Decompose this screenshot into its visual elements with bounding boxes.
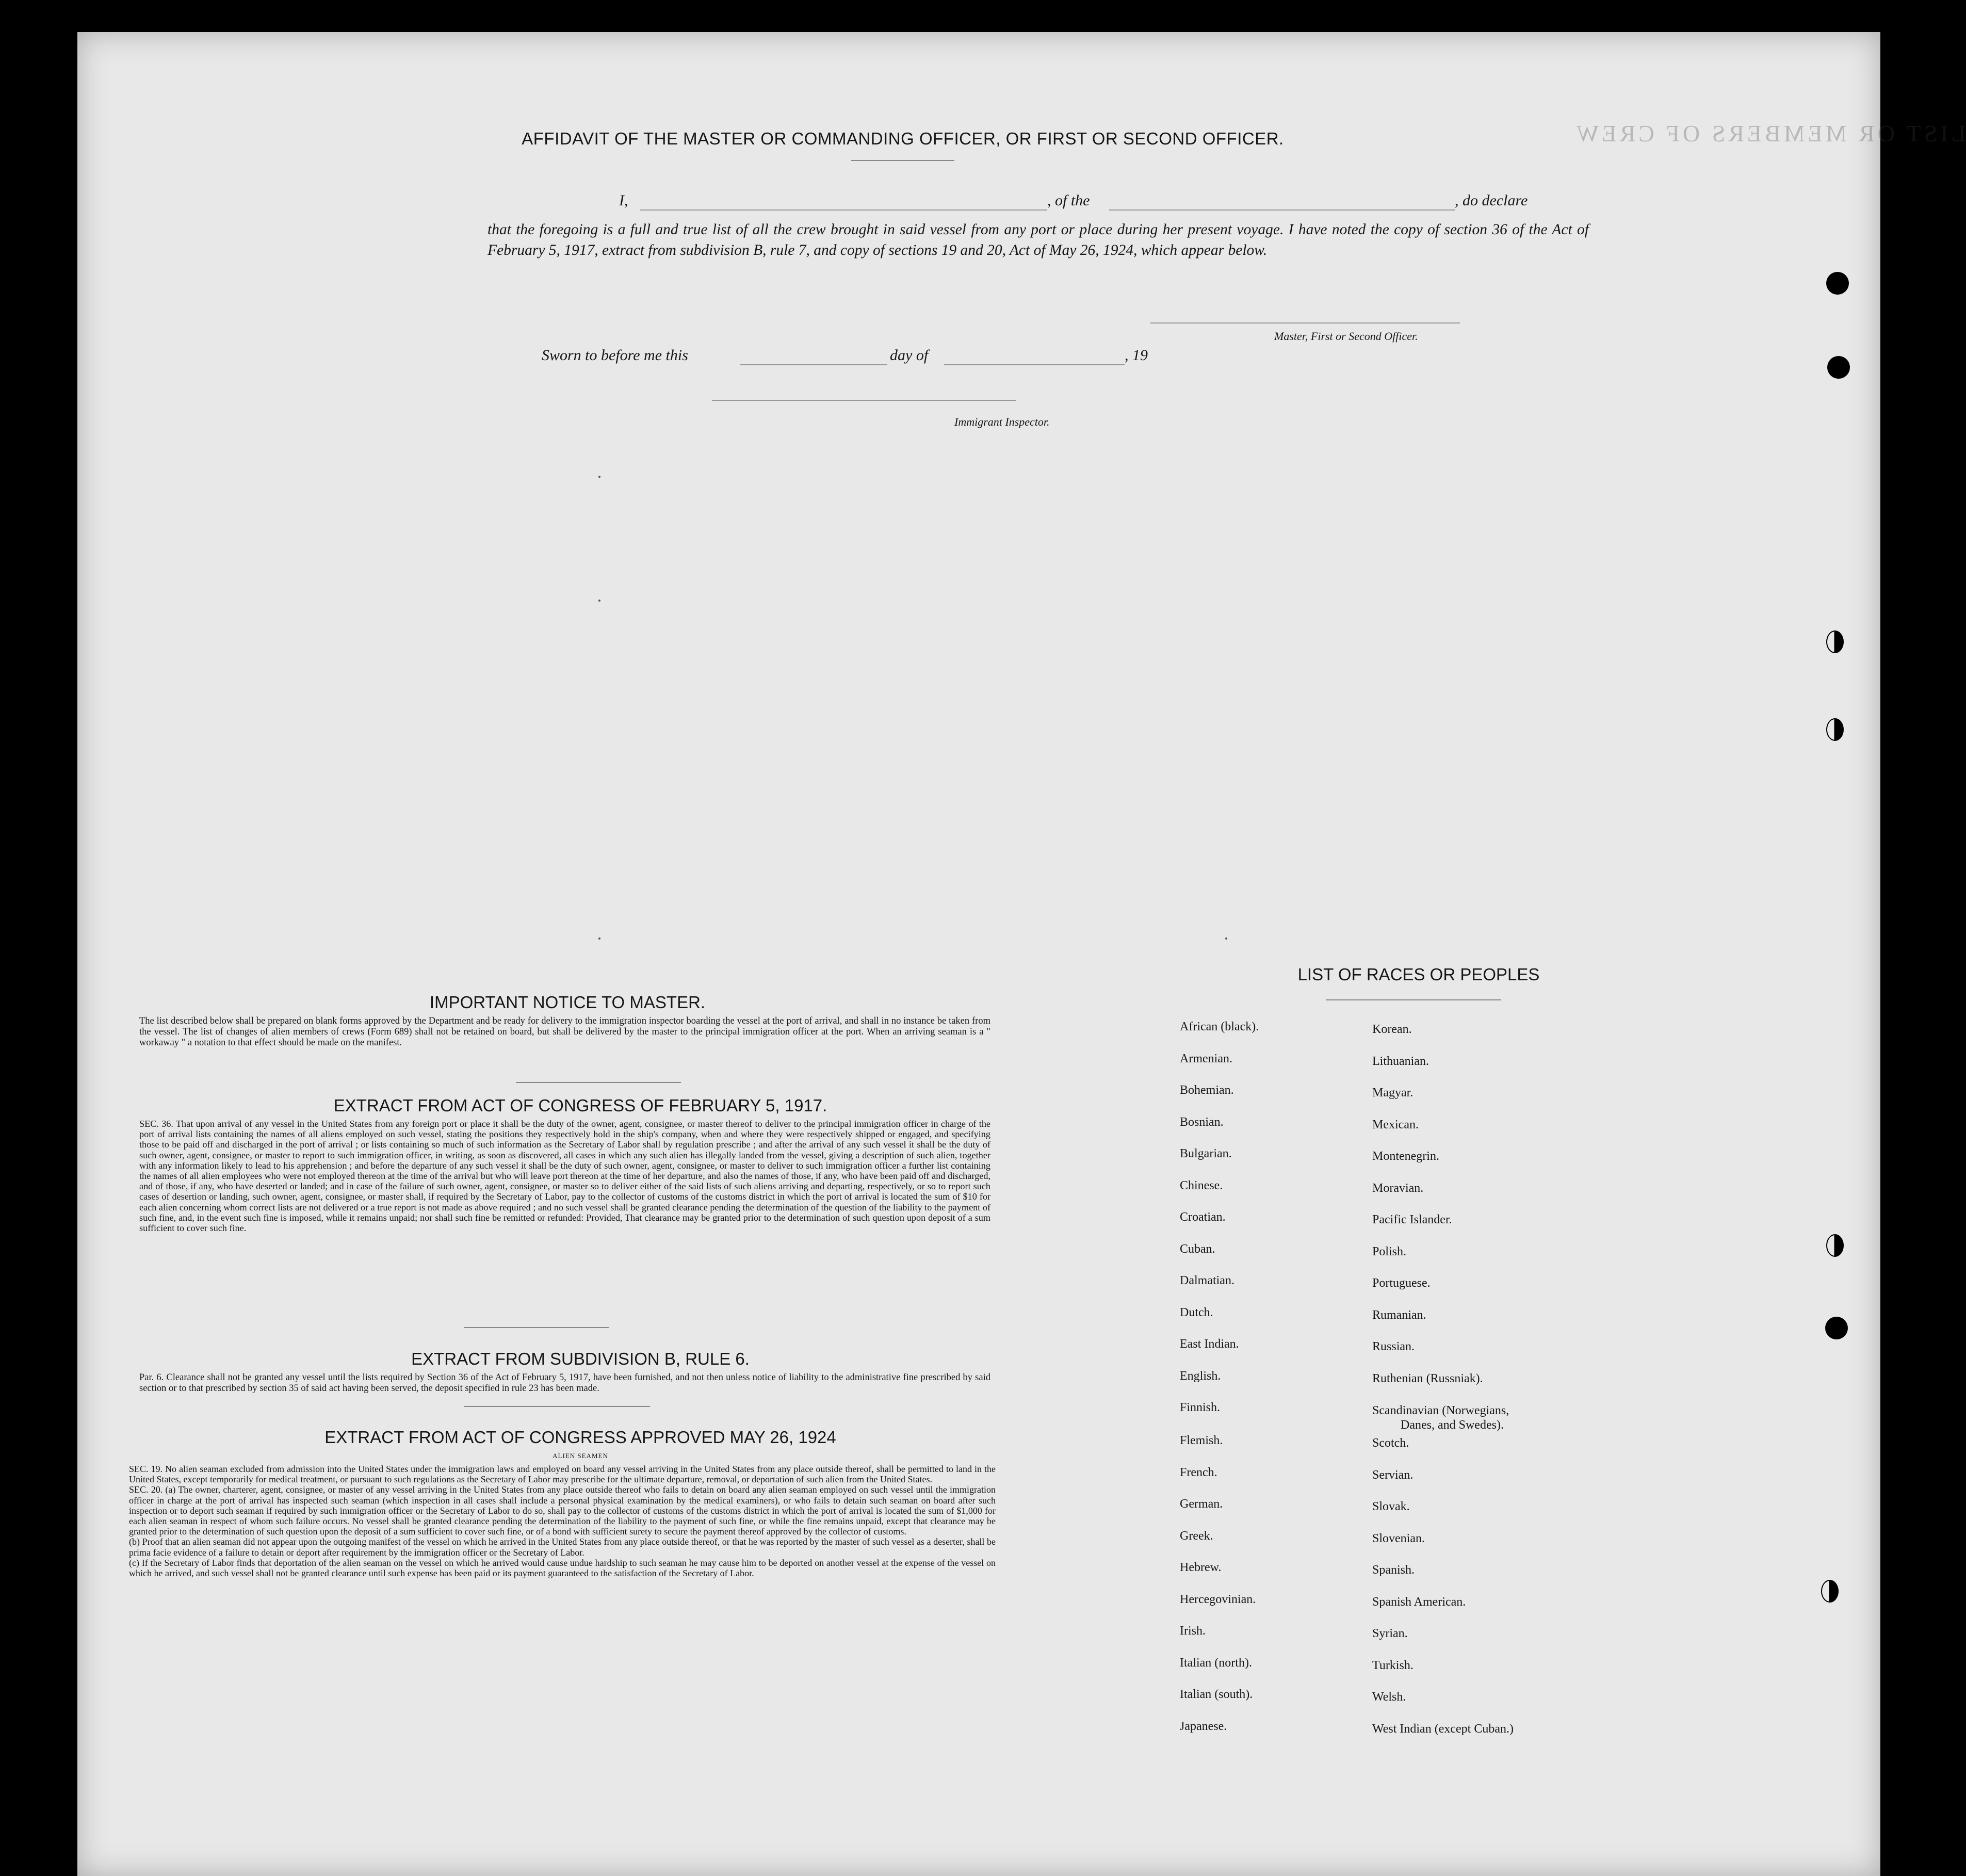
race-item: Spanish. xyxy=(1372,1563,1415,1577)
of-the-label: , of the xyxy=(1047,192,1090,209)
sec-19: SEC. 19. No alien seaman excluded from admission into the United States under the immigration laws and employed on board any vessel arriving in the United States from any place outside thereof, shall be permitted to land in the United States, except temporarily for medical treatment, or pursuant to such regulations as the Secretary of Labor may prescribe for the ultimate departure, removal, or deportation of such alien from the United States. xyxy=(129,1464,996,1485)
sec-20c: (c) If the Secretary of Labor finds that deportation of the alien seaman on the vessel on which he arrived would cause undue hardship to such seaman he may cause him to be deported on another vessel at the expense of the vessel on which he arrived, and such vessel shall not be granted clearance until such expense has been paid or its payment guaranteed to the satisfaction of the Secretary of Labor. xyxy=(129,1557,996,1579)
sworn-day-of: day of xyxy=(890,347,929,364)
notice-title: IMPORTANT NOTICE TO MASTER. xyxy=(429,993,706,1012)
declarant-name-line xyxy=(640,209,1047,211)
race-item: Dutch. xyxy=(1180,1305,1213,1319)
race-item: Polish. xyxy=(1372,1244,1407,1258)
extract-1917-body: SEC. 36. That upon arrival of any vessel in the United States from any foreign port or place it shall be the duty of the owner, agent, consignee, or master thereof to deliver to the principal immigration officer in charge of the port of arrival lists containing the names of all aliens employed on such vessel, stating the positions they respectively hold in the ship's company, when and where they were respectively shipped or engaged, and specifying those to be paid off and discharged in the port of arrival ; or lists containing so much of such information as the Secretary of Labor shall by regulation prescribe ; and after the arrival of any such vessel it shall be the duty of such owner, agent, consignee, or master to report to such immigration officer, in writing, as soon as discovered, all cases in which any such alien has illegally landed from the vessel, giving a description of such alien, together with any information likely to lead to his apprehension ; and before the departure of any such vessel it shall be the duty of such owner, agent, consignee, or master to deliver to such immigration officer a further list containing the names of all alien employees who were not employed thereon at the time of the arrival but who will leave port thereon at the time of her departure, and also the names of those, if any, who have been paid off and discharged, and of those, if any, who have deserted or landed; and in case of the failure of such owner, agent, consignee, or master so to deliver either of the said lists of such aliens arriving and departing, respectively, or so to report such cases of desertion or landing, such owner, agent, consignee, or master shall, if required by the Secretary of Labor, pay to the collector of customs of the customs district in which the port of arrival is located the sum of $10 for each alien concerning whom correct lists are not delivered or a true report is not made as above required ; and no such vessel shall be granted clearance pending the determination of the question of the liability to the payment of such fine, and, in the event such fine is imposed, while it remains unpaid; nor shall such fine be remitted or refunded: Provided, That clearance may be granted prior to the determination of such question upon deposit of a sum sufficient to cover such fine. xyxy=(139,1119,990,1234)
extract-rule6-rule xyxy=(464,1406,650,1407)
race-item: Bohemian. xyxy=(1180,1083,1234,1097)
extract-1924-title: EXTRACT FROM ACT OF CONGRESS APPROVED MAY 26, 1924 xyxy=(324,1428,836,1447)
extract-1917-rule xyxy=(464,1327,609,1328)
race-item: Mexican. xyxy=(1372,1118,1419,1131)
affidavit-title-rule xyxy=(851,160,954,161)
race-item: Pacific Islander. xyxy=(1372,1213,1452,1226)
extract-1917-title: EXTRACT FROM ACT OF CONGRESS OF FEBRUARY 5, 1917. xyxy=(333,1096,827,1115)
speck xyxy=(598,937,600,940)
punch-hole-2 xyxy=(1827,356,1850,379)
master-signature-line xyxy=(1150,322,1460,324)
race-item: English. xyxy=(1180,1369,1221,1383)
race-item: Hercegovinian. xyxy=(1180,1592,1256,1606)
race-item: Russian. xyxy=(1372,1340,1415,1353)
sworn-year: , 19 xyxy=(1125,347,1148,364)
race-item: French. xyxy=(1180,1465,1217,1479)
race-item: Lithuanian. xyxy=(1372,1054,1429,1068)
sworn-prefix: Sworn to before me this xyxy=(542,347,688,364)
race-item: Scotch. xyxy=(1372,1436,1409,1450)
sworn-month-line xyxy=(944,364,1125,365)
race-item: Bulgarian. xyxy=(1180,1147,1232,1160)
punch-hole-1 xyxy=(1826,272,1849,295)
speck xyxy=(598,600,600,602)
document-page xyxy=(77,32,1966,1876)
race-item: Syrian. xyxy=(1372,1627,1408,1640)
races-rule xyxy=(1326,999,1501,1000)
race-item: Italian (south). xyxy=(1180,1688,1253,1701)
sworn-statement xyxy=(542,347,1264,367)
race-item: Hebrew. xyxy=(1180,1561,1222,1574)
race-item: Moravian. xyxy=(1372,1181,1424,1195)
race-item: Servian. xyxy=(1372,1468,1413,1482)
vessel-name-line xyxy=(1109,209,1455,211)
inspector-signature-label: Immigrant Inspector. xyxy=(954,415,1050,428)
race-item: Turkish. xyxy=(1372,1658,1413,1672)
do-declare-label: , do declare xyxy=(1455,192,1528,209)
race-item-line1: Scandinavian (Norwegians, xyxy=(1372,1404,1509,1417)
race-item: German. xyxy=(1180,1497,1223,1511)
sec-20a: SEC. 20. (a) The owner, charterer, agent, consignee, or master of any vessel arriving in the United States from any place outside thereof who fails to detain on board any alien seaman employed on such vessel until the immigration officer in charge at the port of arrival has inspected such seaman (which inspection in all cases shall include a personal physical examination by the medical examiners), or who fails to detain such seaman on board after such inspection or to deport such seaman if required by such immigration officer or the Secretary of Labor to do so, shall pay to the collector of customs of the customs district in which the port of arrival is located the sum of $1,000 for each alien seaman in respect of whom such failure occurs. No vessel shall be granted clearance pending the determination of the liability to the payment of such fine, or while the fine remains unpaid, except that clearance may be granted prior to the determination of such question upon the deposit of a sum sufficient to cover such fine, or of a bond with sufficient surety to secure the payment thereof approved by the collector of customs. xyxy=(129,1484,996,1537)
extract-1924-body xyxy=(129,1464,996,1578)
speck xyxy=(1225,937,1227,940)
race-item: Italian (north). xyxy=(1180,1656,1252,1670)
race-item: Magyar. xyxy=(1372,1086,1413,1099)
race-item: East Indian. xyxy=(1180,1337,1239,1351)
affidavit-body: that the foregoing is a full and true list of all the crew brought in said vessel from any port or place during her present voyage. I have noted the copy of section 36 of the Act of February 5, 1917, extract from subdivision B, rule 7, and copy of sections 19 and 20, Act of May 26, 1924, which appear below. xyxy=(488,221,1589,258)
race-item: Ruthenian (Russniak). xyxy=(1372,1371,1483,1385)
notice-body: The list described below shall be prepared on blank forms approved by the Department and be ready for delivery to the immigration inspector boarding the vessel at the port of arrival, and shall in no instance be taken from the vessel. The list of changes of alien members of crews (Form 689) shall not be retained on board, but shall be delivered by the master to the principal immigration officer at the port. When an arriving seaman is a " workaway " a notation to that effect should be made on the manifest. xyxy=(139,1016,990,1048)
race-item: Japanese. xyxy=(1180,1719,1227,1733)
races-right-column xyxy=(1372,1023,1514,1754)
race-item: Greek. xyxy=(1180,1529,1213,1543)
race-item: Rumanian. xyxy=(1372,1308,1426,1322)
sworn-day-line xyxy=(740,364,887,365)
affidavit-line1 xyxy=(542,192,1589,213)
race-item: Spanish American. xyxy=(1372,1595,1466,1609)
race-item: Chinese. xyxy=(1180,1178,1223,1192)
punch-hole-5 xyxy=(1826,1234,1844,1257)
race-item: Welsh. xyxy=(1372,1690,1406,1704)
extract-rule6-title: EXTRACT FROM SUBDIVISION B, RULE 6. xyxy=(411,1349,750,1368)
race-item: African (black). xyxy=(1180,1020,1259,1033)
race-item: Slovenian. xyxy=(1372,1531,1425,1545)
race-item: Montenegrin. xyxy=(1372,1150,1439,1163)
race-item: Cuban. xyxy=(1180,1242,1215,1256)
race-item: Armenian. xyxy=(1180,1052,1232,1065)
punch-hole-3 xyxy=(1826,630,1844,653)
races-left-column xyxy=(1180,1020,1259,1751)
extract-1924-subtitle: ALIEN SEAMEN xyxy=(553,1452,608,1460)
punch-hole-7 xyxy=(1821,1580,1839,1603)
race-item xyxy=(1372,1403,1514,1436)
race-item: Croatian. xyxy=(1180,1210,1226,1224)
race-item: Portuguese. xyxy=(1372,1276,1431,1290)
affidavit-title: AFFIDAVIT OF THE MASTER OR COMMANDING OFFICER, OR FIRST OR SECOND OFFICER. xyxy=(522,129,1284,148)
race-item: Slovak. xyxy=(1372,1500,1410,1513)
punch-hole-6 xyxy=(1825,1317,1848,1339)
race-item: Finnish. xyxy=(1180,1401,1221,1414)
race-item: Bosnian. xyxy=(1180,1115,1224,1129)
race-item: West Indian (except Cuban.) xyxy=(1372,1722,1514,1736)
declarant-i: I, xyxy=(619,192,628,209)
speck xyxy=(598,476,600,478)
extract-rule6-body: Par. 6. Clearance shall not be granted any vessel until the lists required by Section 36 of the Act of February 5, 1917, have been furnished, and not then unless notice of liability to the administrative fine prescribed by said section or to that prescribed by section 35 of said act having been served, the deposit specified in rule 23 has been made. xyxy=(139,1372,990,1394)
bleed-through-text: LIST OR MEMBERS OF CREW xyxy=(1573,120,1966,147)
punch-hole-4 xyxy=(1826,718,1844,741)
sec-20b: (b) Proof that an alien seaman did not appear upon the outgoing manifest of the vessel on which he arrived in the United States from any place outside thereof, or that he was reported by the master of such vessel as a deserter, shall be prima facie evidence of a failure to detain or deport after requirement by the immigration officer or the Secretary of Labor. xyxy=(129,1537,996,1558)
race-item: Flemish. xyxy=(1180,1434,1223,1447)
races-title: LIST OF RACES OR PEOPLES xyxy=(1297,965,1540,984)
notice-rule xyxy=(516,1082,681,1083)
race-item: Dalmatian. xyxy=(1180,1274,1234,1287)
master-signature-label: Master, First or Second Officer. xyxy=(1274,330,1418,343)
race-item: Korean. xyxy=(1372,1023,1412,1036)
race-item-line2: Danes, and Swedes). xyxy=(1401,1418,1504,1432)
race-item: Irish. xyxy=(1180,1624,1206,1638)
inspector-signature-line xyxy=(712,400,1016,401)
